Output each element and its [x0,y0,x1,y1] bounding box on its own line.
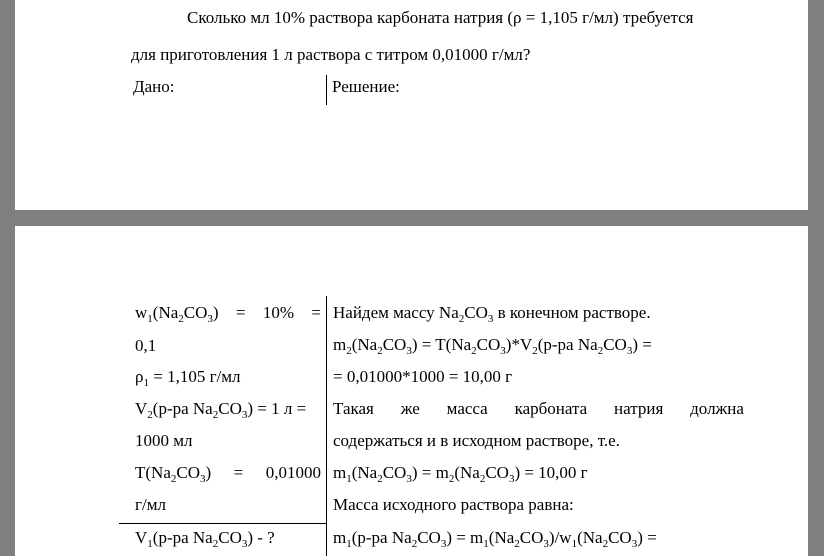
solution-step-8: $m_1(р-ра$ $Na_2CO_3) = m_1(Na_2CO_3)/w_1(Na_2CO_3)$ = [333,528,657,550]
find-volume: $V_1(р-ра$ $Na_2CO_3$) - ? [135,528,275,550]
given-final-volume: $V_2(р-ра$ $Na_2CO_3) = 1$ л = [135,399,307,421]
given-header: Дано: [133,77,175,96]
given-final-volume-ml: 1000 мл [135,431,193,450]
problem-line-2: для приготовления 1 л раствора с титром 0,01000 г/мл? [131,45,531,64]
given-mass-fraction-value: 0,1 [135,336,157,355]
document-page-2 [15,226,808,556]
solution-step-5: содержаться и в исходном растворе, т.е. [333,431,620,450]
given-titer-unit: г/мл [135,495,166,514]
solution-step-6: $m_1(Na_2CO_3) = m_2(Na_2CO_3) = 10,00$ г [333,463,588,485]
problem-line-1: Сколько мл 10% раствора карбоната натрия (ρ = 1,105 г/мл) требуется [187,8,694,27]
solution-step-4: Такая же масса карбоната натрия должна [333,399,744,418]
document-page-1 [15,0,808,210]
solution-step-7: Масса исходного раствора равна: [333,495,574,514]
column-divider [326,75,327,105]
column-divider [326,296,327,556]
given-titer: $T(Na_2CO_3)$ = 0,01000 [135,463,321,485]
given-density: $\rho_1 = 1,105$ г/мл [135,367,241,389]
given-underline [119,523,326,524]
solution-step-2: $m_2(Na_2CO_3) = T(Na_2CO_3)*V_2(р-ра$ $Na_2CO_3$) = [333,335,652,357]
solution-header: Решение: [332,77,400,96]
given-mass-fraction: $w_1(Na_2CO_3)$ = 10% = [135,303,321,325]
solution-step-3: = 0,01000*1000 = 10,00 г [333,367,513,386]
solution-step-1: Найдем массу $Na_2CO_3$ в конечном растворе. [333,303,651,325]
